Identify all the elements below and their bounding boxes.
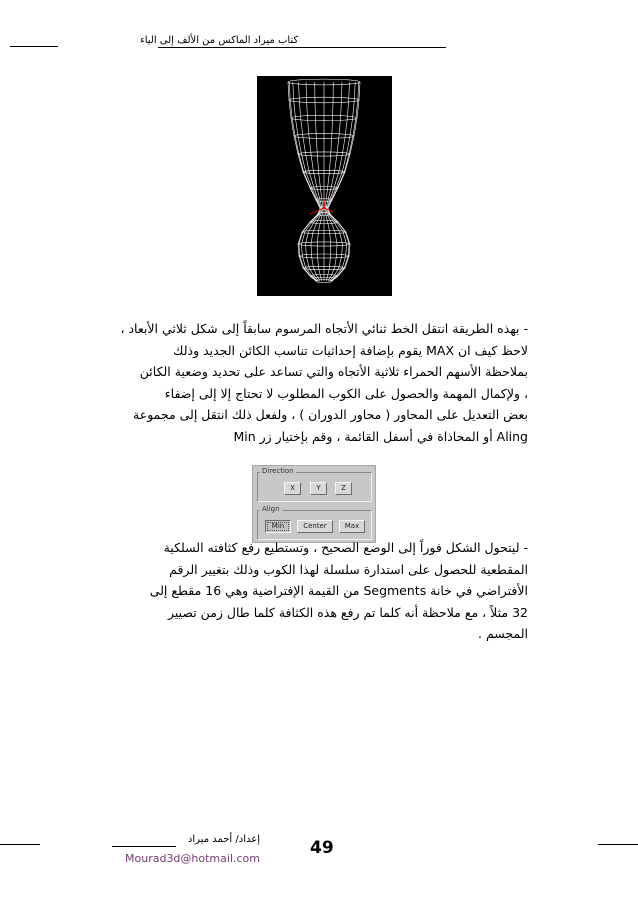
paragraph-1-line: - بهذه الطريقة انتقل الخط ثنائي الأتجاه المرسوم سابقاً إلى شكل ثلاثي الأبعاد ، [120,321,528,336]
direction-y-button[interactable]: Y [310,482,327,495]
paragraph-2-line: 32 مثلاً ، مع ملاحظة أنه كلما تم رفع هذه الكثافة كلما طال زمن تصيير [167,604,528,620]
paragraph-2-line: المجسم . [478,626,528,641]
paragraph-2 [108,537,528,645]
wire-meridian [328,82,356,281]
running-header: كتاب ميراد الماكس من الألف إلى الياء [140,35,299,46]
paragraph-1-line: بملاحظة الأسهم الحمراء ثلاثية الأتجاه والتي تساعد على تحديد وضعية الكائن [139,364,528,379]
footer-rule-right [598,844,638,845]
wire-meridian [293,82,321,281]
wireframe-cup-figure [257,76,392,296]
footer-rule-author [112,846,176,847]
wire-meridian [315,82,323,281]
align-max-button[interactable]: Max [339,520,365,533]
align-pivot-panel [252,465,376,543]
paragraph-1-line: بعض التعديل على المحاور ( محاور الدوران ) ، ولفعل ذلك انتقل إلى مجموعة [133,407,528,422]
footer-author: إعداد/ أحمد ميراد [187,834,260,845]
direction-group-label: Direction [262,467,294,475]
paragraph-2-line: المقطعية للحصول على استدارة سلسلة لهذا الكوب وذلك بتغيير الرقم [169,561,528,577]
page-number: 49 [310,838,334,858]
footer-email-link[interactable]: Mourad3d@hotmail.com [125,852,260,865]
header-rule-left [10,46,58,47]
direction-z-button[interactable]: Z [335,482,352,495]
align-min-button[interactable]: Min [265,520,291,533]
paragraph-1 [108,318,528,447]
align-group-label: Align [262,505,280,513]
footer-rule-left [0,844,40,845]
pivot-axis-line [310,208,324,214]
paragraph-1-line: لاحظ كيف ان MAX يقوم بإضافة إحداثيات تناسب الكائن الجديد وذلك [173,342,528,358]
align-center-button[interactable]: Center [297,520,333,533]
wire-meridian [325,82,333,281]
paragraph-1-line: ، ولإكمال المهمة والحصول على الكوب المطلوب لا تحتاج إلا إلى إضفاء [164,385,528,401]
paragraph-2-line: - ليتحول الشكل فوراً إلى الوضع الصحيح ، وتستطيع رفع كثافته السلكية [163,540,528,555]
paragraph-2-line: الأفتراضي في خانة Segments من القيمة الإفتراضية وهي 16 مقطع إلى [149,583,528,598]
direction-x-button[interactable]: X [284,482,301,495]
paragraph-1-line: Aling أو المحاذاة في أسفل القائمة ، وقم بإختيار زر Min [233,428,528,444]
header-rule-right [158,47,446,48]
wireframe-viewport [257,76,392,296]
